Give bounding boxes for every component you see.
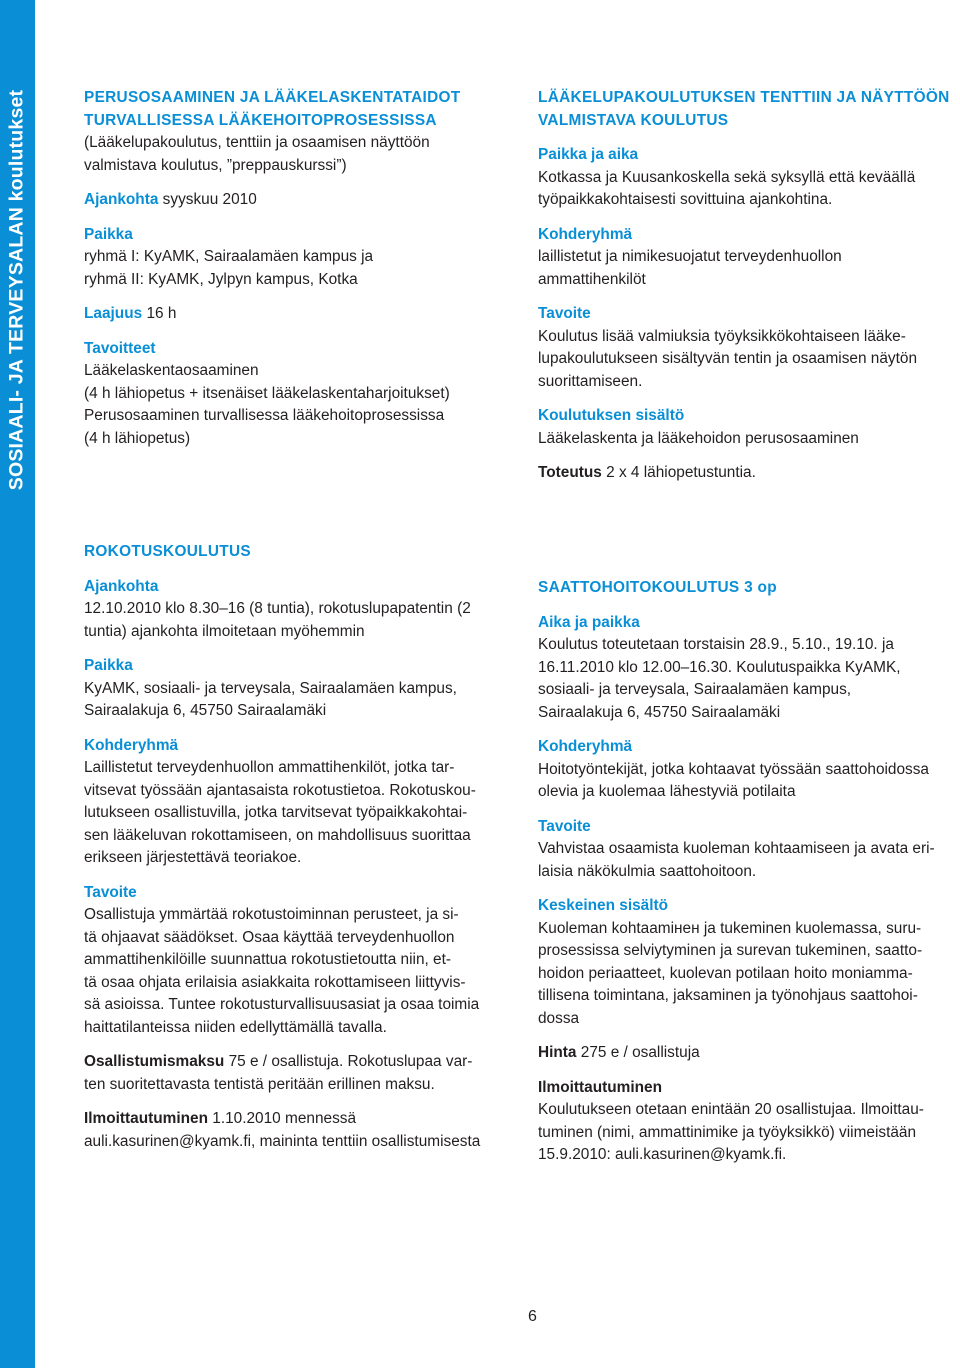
target-line: olevia ja kuolemaa lähestyviä potilaita bbox=[538, 783, 796, 800]
sidebar-band bbox=[0, 0, 35, 1368]
fee-row bbox=[84, 1051, 512, 1074]
course-saattohoitokoulutus bbox=[538, 577, 958, 1167]
registration-line: auli.kasurinen@kyamk.fi, maininta tenttiin osallistumisesta bbox=[84, 1132, 481, 1150]
aim-label: Tavoite bbox=[538, 305, 591, 322]
scope-label: Laajuus bbox=[84, 305, 143, 322]
target-line: Hoitotyöntekijät, jotka kohtaavat työssään saattohoidossa bbox=[538, 760, 929, 778]
time-label: Ajankohta bbox=[84, 577, 159, 595]
aim-line: haittatilanteissa niiden edellyttämällä tavalla. bbox=[84, 1018, 387, 1036]
place-line: ryhmä II: KyAMK, Jylpyn kampus, Kotka bbox=[84, 270, 358, 288]
goals-line: (4 h lähiopetus) bbox=[84, 429, 191, 447]
target-line: lutukseen osallistuvilla, jotka tarvitsevat työpaikkakohtai- bbox=[84, 804, 468, 821]
aim-label: Tavoite bbox=[538, 817, 591, 835]
implementation-label: Toteutus bbox=[538, 464, 602, 481]
aim-line: tä ohjaavat säädökset. Osaa käyttää terveydenhuollon bbox=[84, 928, 455, 946]
content-label: Keskeinen sisältö bbox=[538, 897, 669, 914]
place-label: Paikka bbox=[84, 225, 133, 243]
fee-label: Osallistumismaksu bbox=[84, 1053, 225, 1070]
content-line: Lääkelaskenta ja lääkehoidon perusosaaminen bbox=[538, 429, 859, 447]
time-place-line: Koulutus toteutetaan torstaisin 28.9., 5.10., 19.10. ja bbox=[538, 636, 894, 653]
aim-line: sä asioissa. Tuntee rokotusturvallisuusasiat ja osaa toimia bbox=[84, 996, 480, 1013]
content-line: Kuoleman kohtaamінен ja tukeminen kuolemassa, suru- bbox=[538, 919, 922, 937]
place-line: ryhmä I: KyAMK, Sairaalamäen kampus ja bbox=[84, 248, 374, 265]
course-title-line2: VALMISTAVA KOULUTUS bbox=[538, 111, 729, 129]
implementation-row bbox=[538, 462, 958, 485]
target-label: Kohderyhmä bbox=[84, 736, 179, 754]
time-row bbox=[84, 189, 504, 212]
scope-value: 16 h bbox=[142, 305, 177, 322]
course-subtitle-line1: (Lääkelupakoulutus, tenttiin ja osaamisen näyttöön bbox=[84, 134, 430, 151]
registration-row bbox=[84, 1108, 512, 1131]
aim-line: tä osaa ohjata erilaisia asiakkaita rokottamiseen liittyvis- bbox=[84, 973, 466, 991]
place-line: Sairaalakuja 6, 45750 Sairaalamäki bbox=[84, 702, 327, 719]
page-number: 6 bbox=[528, 1308, 537, 1325]
course-perusosaaminen bbox=[84, 87, 504, 450]
time-place-line: sosiaali- ja terveysala, Sairaalamäen kampus, bbox=[538, 681, 852, 698]
time-place-label: Aika ja paikka bbox=[538, 613, 640, 631]
course-rokotuskoulutus bbox=[84, 541, 512, 1153]
aim-line: suorittamiseen. bbox=[538, 372, 643, 390]
time-place-line: Sairaalakuja 6, 45750 Sairaalamäki bbox=[538, 703, 781, 721]
place-line: KyAMK, sosiaali- ja terveysala, Sairaalamäen kampus, bbox=[84, 679, 457, 697]
sidebar-title: SOSIAALI- JA TERVEYSALAN koulutukset bbox=[5, 89, 28, 491]
place-time-label: Paikka ja aika bbox=[538, 146, 639, 163]
fee-value: 75 e / osallistuja. Rokotuslupaa var- bbox=[224, 1053, 473, 1070]
implementation-value: 2 x 4 lähiopetustuntia. bbox=[601, 464, 756, 481]
goals-label: Tavoitteet bbox=[84, 339, 156, 357]
price-value: 275 e / osallistuja bbox=[576, 1044, 700, 1061]
aim-line: Osallistuja ymmärtää rokotustoiminnan perusteet, ja si- bbox=[84, 906, 459, 923]
aim-line: ammattihenkilöille suunnattua rokotustietoutta niin, et- bbox=[84, 951, 452, 968]
target-line: Laillistetut terveydenhuollon ammattihenkilöt, jotka tar- bbox=[84, 759, 455, 776]
registration-line: tuminen (nimi, ammattinimike ja työyksikkö) viimeistään bbox=[538, 1123, 917, 1141]
course-title: ROKOTUSKOULUTUS bbox=[84, 543, 251, 560]
aim-line: Koulutus lisää valmiuksia työyksikkökohtaiseen lääke- bbox=[538, 327, 906, 345]
fee-line: ten suoritettavasta tentistä peritään erillinen maksu. bbox=[84, 1075, 435, 1093]
content-label: Koulutuksen sisältö bbox=[538, 407, 685, 424]
target-line: sen lääkeluvan rokottamiseen, on mahdollisuus suorittaa bbox=[84, 826, 471, 844]
target-label: Kohderyhmä bbox=[538, 738, 633, 755]
target-line: laillistetut ja nimikesuojatut terveydenhuollon bbox=[538, 248, 842, 265]
target-line: ammattihenkilöt bbox=[538, 270, 646, 288]
time-line: tuntia) ajankohta ilmoitetaan myöhemmin bbox=[84, 622, 365, 640]
target-line: erikseen järjestettävä teoriakoe. bbox=[84, 849, 302, 866]
content-line: dossa bbox=[538, 1009, 580, 1027]
time-label: Ajankohta bbox=[84, 191, 159, 208]
aim-line: lupakoulutukseen sisältyvän tentin ja osaamisen näytön bbox=[538, 350, 918, 367]
place-time-line: työpaikkakohtaisesti sovittuina ajankohtina. bbox=[538, 191, 833, 208]
course-title-line1: PERUSOSAAMINEN JA LÄÄKELASKENTATAIDOT bbox=[84, 89, 461, 106]
price-label: Hinta bbox=[538, 1044, 577, 1061]
course-laakelupakoulutus bbox=[538, 87, 958, 485]
registration-label: Ilmoittautuminen bbox=[538, 1078, 662, 1096]
course-subtitle-line2: valmistava koulutus, ”preppauskurssi”) bbox=[84, 156, 347, 174]
registration-line: Koulutukseen otetaan enintään 20 osallistujaa. Ilmoittau- bbox=[538, 1101, 924, 1118]
target-label: Kohderyhmä bbox=[538, 225, 633, 243]
course-title-line2: TURVALLISESSA LÄÄKEHOITOPROSESSISSA bbox=[84, 111, 437, 129]
registration-line: 15.9.2010: auli.kasurinen@kyamk.fi. bbox=[538, 1146, 787, 1163]
target-line: vitsevat työssään ajantasaista rokotustietoa. Rokotuskou- bbox=[84, 781, 476, 799]
aim-label: Tavoite bbox=[84, 883, 137, 901]
time-line: 12.10.2010 klo 8.30‒16 (8 tuntia), rokotuslupapatentin (2 bbox=[84, 600, 471, 617]
registration-value: 1.10.2010 mennessä bbox=[207, 1110, 357, 1127]
aim-line: Vahvistaa osaamista kuoleman kohtaamiseen ja avata eri- bbox=[538, 840, 935, 857]
goals-line: (4 h lähiopetus + itsenäiset lääkelaskentaharjoitukset) bbox=[84, 384, 450, 402]
goals-line: Perusosaaminen turvallisessa lääkehoitoprosessissa bbox=[84, 407, 445, 424]
scope-row bbox=[84, 303, 504, 326]
aim-line: laisia näkökulmia saattohoitoon. bbox=[538, 862, 757, 880]
place-time-line: Kotkassa ja Kuusankoskella sekä syksyllä että keväällä bbox=[538, 168, 916, 186]
course-title: SAATTOHOITOKOULUTUS 3 op bbox=[538, 579, 777, 596]
place-label: Paikka bbox=[84, 657, 133, 674]
goals-line: Lääkelaskentaosaaminen bbox=[84, 362, 259, 379]
content-line: prosessissa selviytyminen ja surevan tukeminen, saatto- bbox=[538, 942, 923, 959]
registration-label: Ilmoittautuminen bbox=[84, 1110, 208, 1127]
time-value: syyskuu 2010 bbox=[158, 191, 257, 208]
price-row bbox=[538, 1042, 958, 1065]
time-place-line: 16.11.2010 klo 12.00‒16.30. Koulutuspaikka KyAMK, bbox=[538, 658, 901, 676]
content-line: tillisena toimintana, jaksaminen ja työnohjaus saattohoi- bbox=[538, 987, 918, 1004]
course-title-line1: LÄÄKELUPAKOULUTUKSEN TENTTIIN JA NÄYTTÖÖN bbox=[538, 89, 950, 106]
content-line: hoidon periaatteet, kuolevan potilaan hoito moniamma- bbox=[538, 964, 913, 982]
